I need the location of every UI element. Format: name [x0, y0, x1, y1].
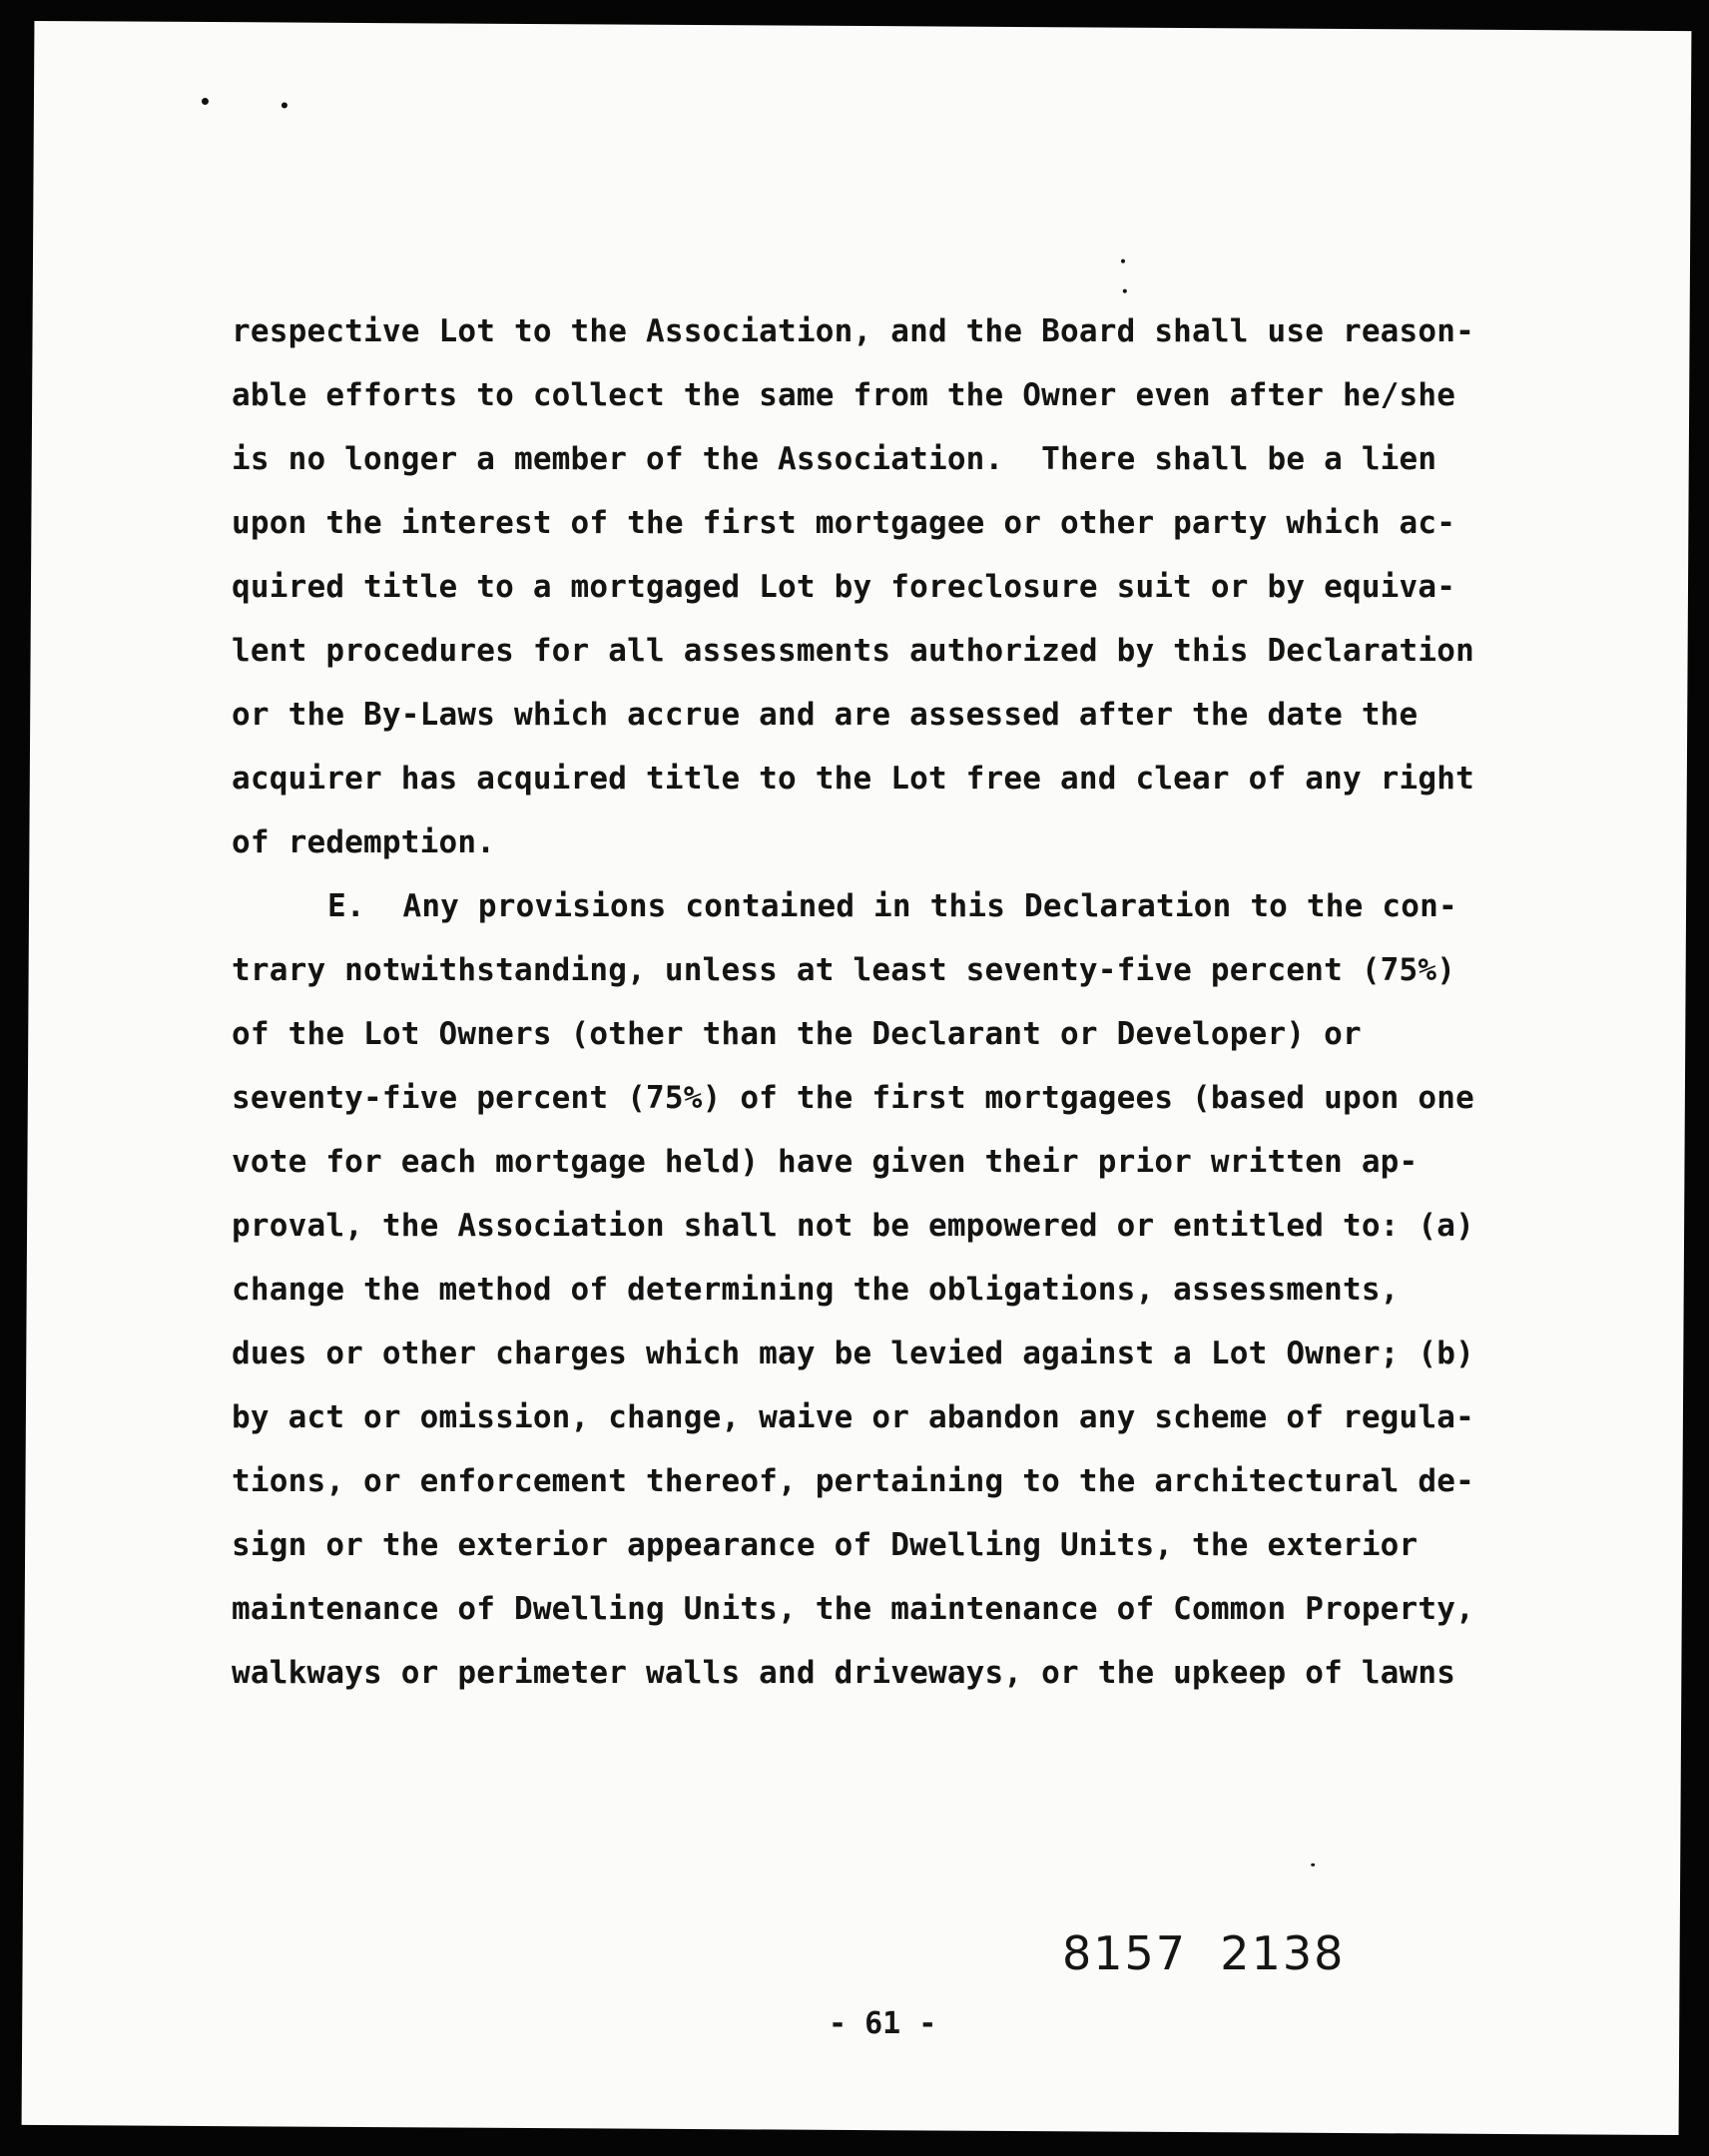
- text-line: maintenance of Dwelling Units, the maintenance of Common Property,: [232, 1591, 1474, 1627]
- text-line: of redemption.: [232, 824, 496, 860]
- paragraph-1: [232, 299, 1559, 874]
- paragraph-2: [232, 874, 1559, 1705]
- text-line: tions, or enforcement thereof, pertaining to the architectural de-: [232, 1463, 1474, 1499]
- text-line: change the method of determining the obligations, assessments,: [232, 1272, 1400, 1308]
- text-line: upon the interest of the first mortgagee or other party which ac-: [232, 505, 1456, 541]
- text-line: quired title to a mortgaged Lot by foreclosure suit or by equiva-: [232, 569, 1456, 605]
- text-line: walkways or perimeter walls and driveways, or the upkeep of lawns: [232, 1655, 1456, 1691]
- text-line: proval, the Association shall not be empowered or entitled to: (a): [232, 1208, 1474, 1244]
- text-line: respective Lot to the Association, and the Board shall use reason-: [232, 313, 1474, 349]
- text-line: trary notwithstanding, unless at least seventy-five percent (75%): [232, 952, 1456, 988]
- text-line: able efforts to collect the same from the Owner even after he/she: [232, 377, 1456, 413]
- text-line: dues or other charges which may be levied against a Lot Owner; (b): [232, 1336, 1474, 1371]
- text-line: lent procedures for all assessments authorized by this Declaration: [232, 633, 1474, 669]
- text-line: of the Lot Owners (other than the Declarant or Developer) or: [232, 1016, 1362, 1052]
- document-body: [232, 299, 1559, 1705]
- scan-speck: [1311, 1864, 1315, 1867]
- scan-speck: [282, 102, 287, 108]
- text-line: sign or the exterior appearance of Dwelling Units, the exterior: [232, 1527, 1419, 1563]
- text-line: acquirer has acquired title to the Lot free and clear of any right: [232, 761, 1474, 797]
- scan-speck: [1123, 289, 1127, 293]
- text-line: by act or omission, change, waive or abandon any scheme of regula-: [232, 1399, 1474, 1435]
- scan-speck: [1121, 260, 1125, 264]
- text-line: vote for each mortgage held) have given their prior written ap-: [232, 1144, 1419, 1180]
- scan-speck: [202, 98, 209, 105]
- text-line: is no longer a member of the Association. There shall be a lien: [232, 441, 1437, 477]
- text-line: E. Any provisions contained in this Declaration to the con-: [327, 888, 1457, 924]
- text-line: seventy-five percent (75%) of the first mortgagees (based upon one: [232, 1080, 1474, 1116]
- book-page-stamp: 8157 2138: [1062, 1926, 1346, 1980]
- text-line: or the By-Laws which accrue and are assessed after the date the: [232, 697, 1419, 733]
- page-number: - 61 -: [829, 2006, 937, 2041]
